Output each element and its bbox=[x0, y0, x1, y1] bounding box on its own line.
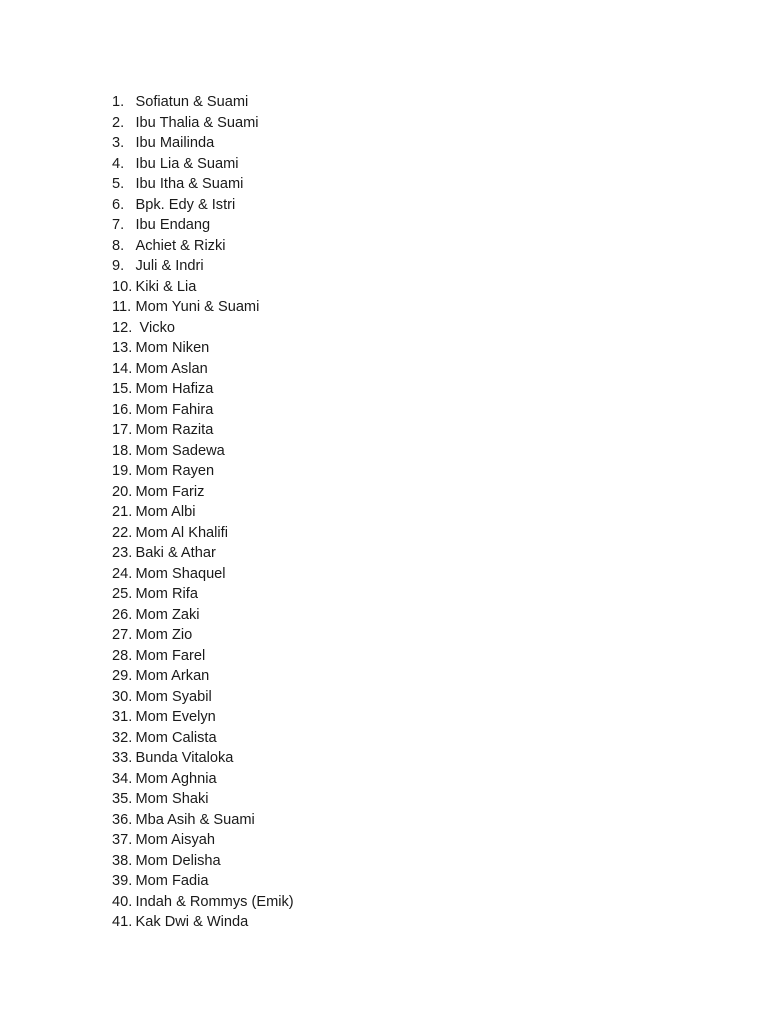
list-item-text: Mom Syabil bbox=[135, 688, 212, 705]
list-item-number: 7. bbox=[112, 217, 125, 233]
list-item-number: 12. bbox=[112, 319, 133, 336]
list-item-text: Mom Calista bbox=[135, 729, 217, 746]
list-item bbox=[112, 871, 294, 892]
list-item-text: Mom Rifa bbox=[135, 586, 198, 602]
list-item-number: 26. bbox=[112, 606, 133, 623]
list-item bbox=[112, 810, 294, 831]
list-item-number: 1. bbox=[112, 94, 125, 110]
list-item-number: 6. bbox=[112, 196, 125, 213]
list-item bbox=[112, 543, 294, 564]
list-item bbox=[112, 400, 294, 421]
list-item bbox=[112, 830, 294, 851]
list-item-number: 40. bbox=[112, 893, 133, 910]
list-item bbox=[112, 584, 294, 605]
list-item-text: Mom Shaquel bbox=[135, 565, 226, 582]
list-item-text: Ibu Itha & Suami bbox=[135, 176, 244, 192]
list-item bbox=[112, 789, 294, 810]
list-item-number: 10. bbox=[112, 278, 133, 295]
list-item-text: Mom Razita bbox=[135, 422, 214, 438]
list-item-text: Mom Zaki bbox=[135, 606, 200, 623]
list-item-number: 24. bbox=[112, 565, 133, 582]
list-item-number: 3. bbox=[112, 135, 125, 151]
list-item-number: 16. bbox=[112, 401, 133, 418]
list-item-text: Ibu Mailinda bbox=[135, 135, 215, 151]
list-item bbox=[112, 769, 294, 790]
list-item bbox=[112, 215, 294, 236]
list-item bbox=[112, 707, 294, 728]
list-item bbox=[112, 338, 294, 359]
list-item-text: Mba Asih & Suami bbox=[135, 811, 255, 828]
list-item-number: 19. bbox=[112, 463, 133, 479]
list-item-text: Mom Aslan bbox=[135, 360, 208, 377]
list-item-number: 32. bbox=[112, 729, 133, 746]
list-item-number: 23. bbox=[112, 545, 133, 561]
list-item bbox=[112, 912, 294, 933]
list-item-number: 15. bbox=[112, 381, 133, 397]
list-item bbox=[112, 502, 294, 523]
list-item bbox=[112, 92, 294, 113]
list-item-number: 22. bbox=[112, 524, 133, 541]
list-item-number: 13. bbox=[112, 340, 133, 356]
list-item-text: Ibu Endang bbox=[135, 217, 211, 233]
list-item bbox=[112, 482, 294, 503]
list-item bbox=[112, 728, 294, 749]
list-item-text: Kak Dwi & Winda bbox=[135, 914, 249, 930]
list-item-text: Mom Delisha bbox=[135, 852, 221, 869]
list-item-number: 4. bbox=[112, 155, 125, 172]
list-item bbox=[112, 748, 294, 769]
list-item-number: 41. bbox=[112, 914, 133, 930]
list-item-text: Bunda Vitaloka bbox=[135, 750, 234, 766]
list-item bbox=[112, 441, 294, 462]
list-item-text: Mom Farel bbox=[135, 647, 206, 664]
list-item-text: Vicko bbox=[135, 319, 175, 336]
list-item bbox=[112, 461, 294, 482]
list-item bbox=[112, 625, 294, 646]
list-item-text: Mom Hafiza bbox=[135, 381, 214, 397]
list-item-number: 17. bbox=[112, 422, 133, 438]
list-item bbox=[112, 379, 294, 400]
list-item-text: Juli & Indri bbox=[135, 258, 204, 274]
list-item-number: 37. bbox=[112, 832, 133, 848]
list-item bbox=[112, 892, 294, 913]
list-item-text: Mom Niken bbox=[135, 340, 210, 356]
list-item bbox=[112, 154, 294, 175]
list-item bbox=[112, 195, 294, 216]
list-item-text: Mom Fadia bbox=[135, 873, 209, 889]
list-item-number: 21. bbox=[112, 504, 133, 520]
list-item-text: Mom Zio bbox=[135, 627, 193, 643]
list-item-text: Mom Yuni & Suami bbox=[135, 299, 260, 315]
list-item-text: Mom Fahira bbox=[135, 401, 214, 418]
list-item-text: Ibu Thalia & Suami bbox=[135, 114, 259, 131]
list-item bbox=[112, 851, 294, 872]
list-item bbox=[112, 277, 294, 298]
list-item-number: 34. bbox=[112, 770, 133, 787]
list-item-number: 9. bbox=[112, 258, 125, 274]
list-item-number: 20. bbox=[112, 483, 133, 500]
list-item bbox=[112, 113, 294, 134]
list-item-number: 33. bbox=[112, 750, 133, 766]
list-item bbox=[112, 297, 294, 318]
list-item-number: 25. bbox=[112, 586, 133, 602]
list-item bbox=[112, 687, 294, 708]
list-item-text: Baki & Athar bbox=[135, 545, 216, 561]
list-item bbox=[112, 523, 294, 544]
list-item-number: 11. bbox=[112, 299, 132, 315]
list-item-text: Kiki & Lia bbox=[135, 278, 197, 295]
list-item bbox=[112, 318, 294, 339]
list-item-text: Mom Albi bbox=[135, 504, 196, 520]
list-item-number: 27. bbox=[112, 627, 133, 643]
list-item-number: 28. bbox=[112, 647, 133, 664]
list-item-number: 31. bbox=[112, 709, 133, 725]
list-item-text: Mom Sadewa bbox=[135, 442, 225, 459]
list-item-number: 14. bbox=[112, 360, 133, 377]
list-item-text: Mom Rayen bbox=[135, 463, 215, 479]
list-item-number: 29. bbox=[112, 668, 133, 684]
list-item-number: 36. bbox=[112, 811, 133, 828]
list-item-number: 35. bbox=[112, 791, 133, 807]
list-item-text: Indah & Rommys (Emik) bbox=[135, 893, 294, 910]
list-item bbox=[112, 359, 294, 380]
list-item-number: 39. bbox=[112, 873, 133, 889]
list-item-number: 18. bbox=[112, 442, 133, 459]
list-item-text: Ibu Lia & Suami bbox=[135, 155, 239, 172]
list-item bbox=[112, 256, 294, 277]
list-item bbox=[112, 646, 294, 667]
list-item-text: Mom Aisyah bbox=[135, 832, 215, 848]
list-item bbox=[112, 420, 294, 441]
list-item-number: 38. bbox=[112, 852, 133, 869]
list-item-text: Mom Shaki bbox=[135, 791, 209, 807]
list-item-text: Mom Arkan bbox=[135, 668, 210, 684]
list-item-number: 2. bbox=[112, 114, 125, 131]
list-item bbox=[112, 174, 294, 195]
list-item bbox=[112, 564, 294, 585]
list-item-number: 8. bbox=[112, 237, 125, 254]
list-item bbox=[112, 133, 294, 154]
list-item-text: Achiet & Rizki bbox=[135, 237, 226, 254]
list-item-text: Sofiatun & Suami bbox=[135, 94, 249, 110]
list-item-number: 30. bbox=[112, 688, 133, 705]
list-item bbox=[112, 605, 294, 626]
list-item bbox=[112, 666, 294, 687]
list-item-text: Mom Evelyn bbox=[135, 709, 216, 725]
list-item-number: 5. bbox=[112, 176, 125, 192]
list-item-text: Bpk. Edy & Istri bbox=[135, 196, 236, 213]
guest-list bbox=[112, 92, 294, 933]
list-item-text: Mom Fariz bbox=[135, 483, 205, 500]
list-item-text: Mom Al Khalifi bbox=[135, 524, 228, 541]
list-item-text: Mom Aghnia bbox=[135, 770, 217, 787]
list-item bbox=[112, 236, 294, 257]
